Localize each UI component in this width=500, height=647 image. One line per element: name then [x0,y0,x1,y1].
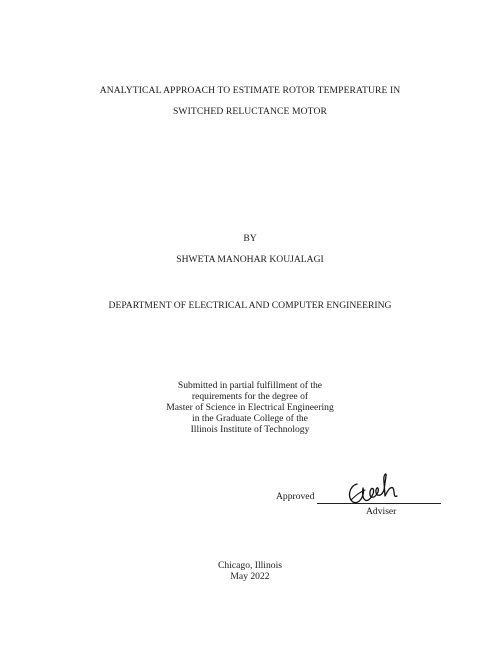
adviser-signature [343,470,403,510]
by-label: BY [243,233,257,244]
date: May 2022 [230,571,270,582]
place: Chicago, Illinois [218,560,282,571]
approved-label: Approved [276,491,315,502]
adviser-label: Adviser [366,506,397,517]
submission-line-3: Master of Science in Electrical Engineering [166,402,334,413]
submission-line-5: Illinois Institute of Technology [190,424,310,435]
title-line-2: SWITCHED RELUCTANCE MOTOR [173,106,327,117]
submission-line-1: Submitted in partial fulfillment of the [177,380,323,391]
author-name: SHWETA MANOHAR KOUJALAGI [176,254,324,265]
department-name: DEPARTMENT OF ELECTRICAL AND COMPUTER ENGINEERING [108,300,392,311]
title-line-1: ANALYTICAL APPROACH TO ESTIMATE ROTOR TEMPERATURE IN [99,85,401,96]
submission-line-4: in the Graduate College of the [192,413,308,424]
submission-line-2: requirements for the degree of [191,391,309,402]
